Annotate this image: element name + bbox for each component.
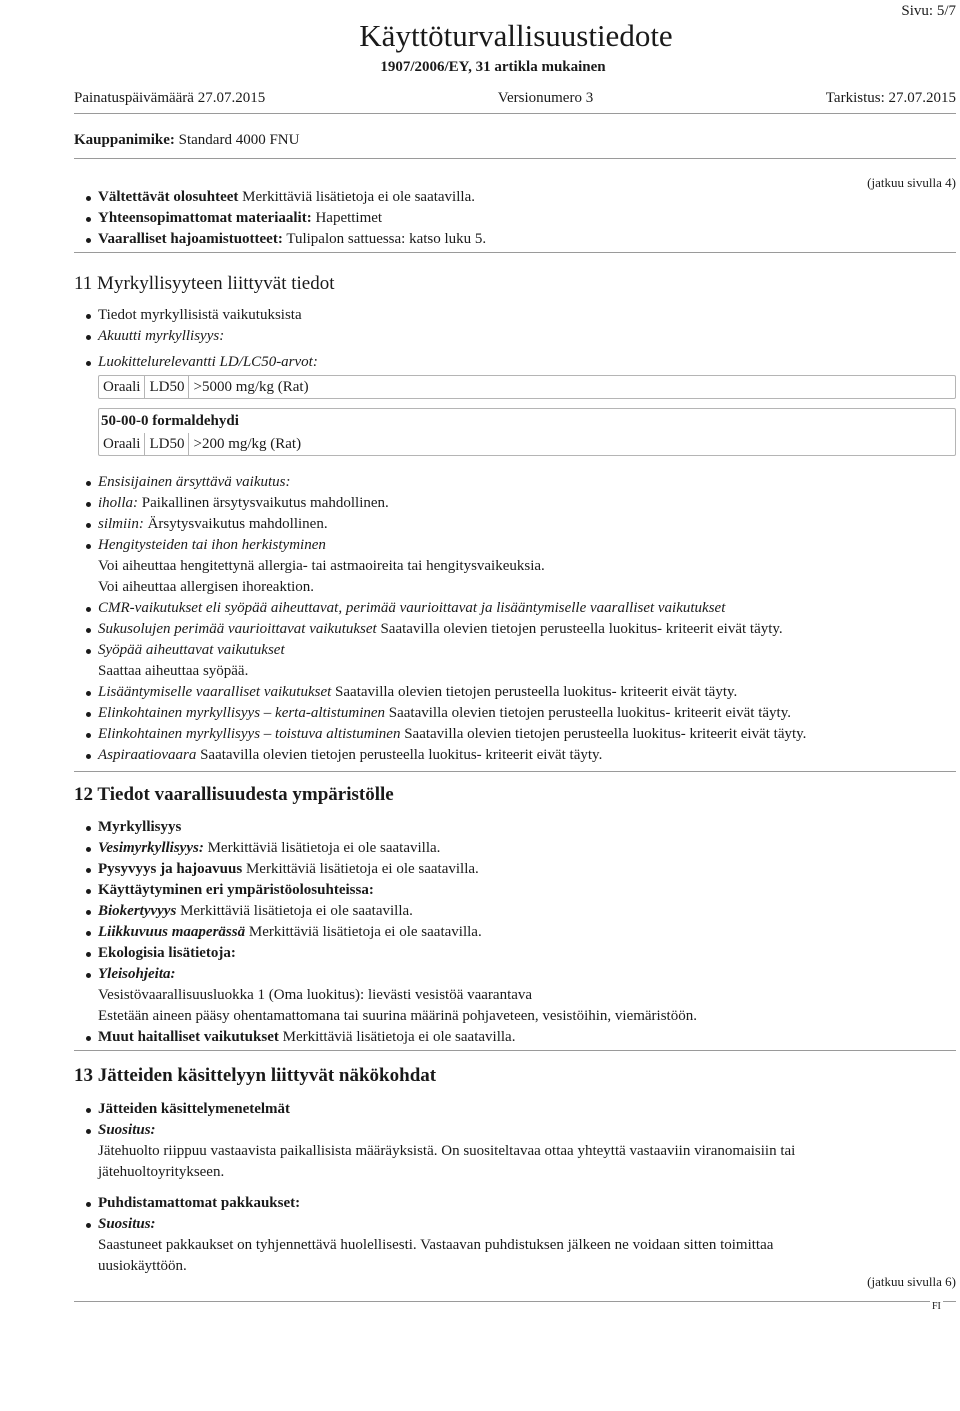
text-line: Voi aiheuttaa hengitettynä allergia- tai astmaoireita tai hengitysvaikeuksia. [98,558,545,574]
list-item: silmiin: Ärsytysvaikutus mahdollinen. [83,514,956,535]
list-item: Muut haitalliset vaikutukset Merkittäviä lisätietoja ei ole saatavilla. [83,1027,956,1048]
route-cell: Oraali [99,433,145,455]
list-item: Käyttäytyminen eri ympäristöolosuhteissa: [83,880,956,901]
revision-date: Tarkistus: 27.07.2015 [825,90,956,106]
list-item: CMR-vaikutukset eli syöpää aiheuttavat, perimää vaurioittavat ja lisääntymiselle vaaralliset vaikutukset [83,598,956,619]
route-cell: Oraali [99,376,145,398]
section12-body [83,817,956,1048]
print-date: Painatuspäivämäärä 27.07.2015 [74,90,266,106]
text-line: Saastuneet pakkaukset on tyhjennettävä huolellisesti. Vastaavan puhdistuksen jälkeen ne voidaan sitten toimittaa [98,1237,774,1253]
section11-intro [83,305,956,373]
list-item: Aspiraatiovaara Saatavilla olevien tietojen perusteella luokitus- kriteerit eivät täyty. [83,745,956,766]
text-line: jätehuoltoyritykseen. [98,1164,225,1180]
text-line: Jätehuolto riippuu vastaavista paikallisista määräyksistä. On suositeltavaa ottaa yhteyttä vastaaviin viranomaisiin tai [98,1143,796,1159]
list-item: Akuutti myrkyllisyys: [83,326,956,347]
text-line: Saattaa aiheuttaa syöpää. [98,663,249,679]
list-item: Biokertyvyys Merkittäviä lisätietoja ei ole saatavilla. [83,901,956,922]
section10-tail [83,187,956,250]
value-cell: >5000 mg/kg (Rat) [193,379,309,395]
list-item: Liikkuvuus maaperässä Merkittäviä lisätietoja ei ole saatavilla. [83,922,956,943]
list-item: Ekologisia lisätietoja: [83,943,956,964]
header-divider-2 [74,158,956,159]
table-row [99,433,955,455]
text-line: Voi aiheuttaa allergisen ihoreaktion. [98,579,315,595]
list-item: Suositus: [83,1214,956,1235]
text-line: uusiokäyttöön. [98,1258,187,1274]
list-item: Vaaralliset hajoamistuotteet: Tulipalon sattuessa: katso luku 5. [83,229,956,250]
section-divider [74,1050,956,1051]
list-item: Ensisijainen ärsyttävä vaikutus: [83,472,956,493]
page-number: Sivu: 5/7 [901,3,956,19]
text-line: Vesistövaarallisuusluokka 1 (Oma luokitus): lievästi vesistöä vaarantava [98,987,533,1003]
version-number: Versionumero 3 [497,90,594,106]
list-item: Suositus: [83,1120,956,1141]
language-code: FI [930,1296,943,1317]
list-item: iholla: Paikallinen ärsytysvaikutus mahdollinen. [83,493,956,514]
list-item: Jätteiden käsittelymenetelmät [83,1099,956,1120]
list-item: Myrkyllisyys [83,817,956,838]
section12-title: 12 Tiedot vaarallisuudesta ympäristölle [74,784,394,805]
document-subtitle: 1907/2006/EY, 31 artikla mukainen [380,59,606,75]
substance-name: 50-00-0 formaldehydi [101,413,239,429]
list-item: Syöpää aiheuttavat vaikutukset [83,640,956,661]
section-divider [74,771,956,772]
document-title: Käyttöturvallisuustiedote [359,18,673,53]
list-item: Lisääntymiselle vaaralliset vaikutukset Saatavilla olevien tietojen perusteella luokitus- kriteerit eivät täyty. [83,682,956,703]
ld50-table [98,375,956,399]
section11-details [83,472,956,766]
list-item: Elinkohtainen myrkyllisyys – toistuva altistuminen Saatavilla olevien tietojen perusteella luokitus- kriteerit eivät täyty. [83,724,956,745]
list-item: Sukusolujen perimää vaurioittavat vaikutukset Saatavilla olevien tietojen perusteella luokitus- kriteerit eivät täyty. [83,619,956,640]
text-line: Estetään aineen pääsy ohentamattomana tai suurina määrinä pohjaveteen, vesistöihin, viemäristöön. [98,1008,697,1024]
trade-name: Kauppanimike: Standard 4000 FNU [74,132,300,148]
section13-body [83,1099,956,1277]
continued-from: (jatkuu sivulla 4) [867,175,956,190]
section11-title: 11 Myrkyllisyyteen liittyvät tiedot [74,273,335,294]
meta-row [74,88,956,110]
header-divider [74,113,956,114]
section-divider [74,252,956,253]
table-row [99,376,955,398]
list-item: Yhteensopimattomat materiaalit: Hapettimet [83,208,956,229]
section13-title: 13 Jätteiden käsittelyyn liittyvät näkökohdat [74,1065,437,1086]
type-cell: LD50 [145,433,189,455]
substance-table [98,408,956,456]
continued-to: (jatkuu sivulla 6) [867,1274,956,1289]
type-cell: LD50 [145,376,189,398]
list-item: Hengitysteiden tai ihon herkistyminen [83,535,956,556]
list-item: Vesimyrkyllisyys: Merkittäviä lisätietoja ei ole saatavilla. [83,838,956,859]
list-item: Pysyvyys ja hajoavuus Merkittäviä lisätietoja ei ole saatavilla. [83,859,956,880]
list-item: Luokittelurelevantti LD/LC50-arvot: [83,352,956,373]
list-item: Vältettävät olosuhteet Merkittäviä lisätietoja ei ole saatavilla. [83,187,956,208]
list-item: Yleisohjeita: [83,964,956,985]
list-item: Puhdistamattomat pakkaukset: [83,1193,956,1214]
footer-divider [74,1301,956,1302]
value-cell: >200 mg/kg (Rat) [193,436,302,452]
list-item: Tiedot myrkyllisistä vaikutuksista [83,305,956,326]
list-item: Elinkohtainen myrkyllisyys – kerta-altistuminen Saatavilla olevien tietojen perusteella luokitus- kriteerit eivät täyty. [83,703,956,724]
